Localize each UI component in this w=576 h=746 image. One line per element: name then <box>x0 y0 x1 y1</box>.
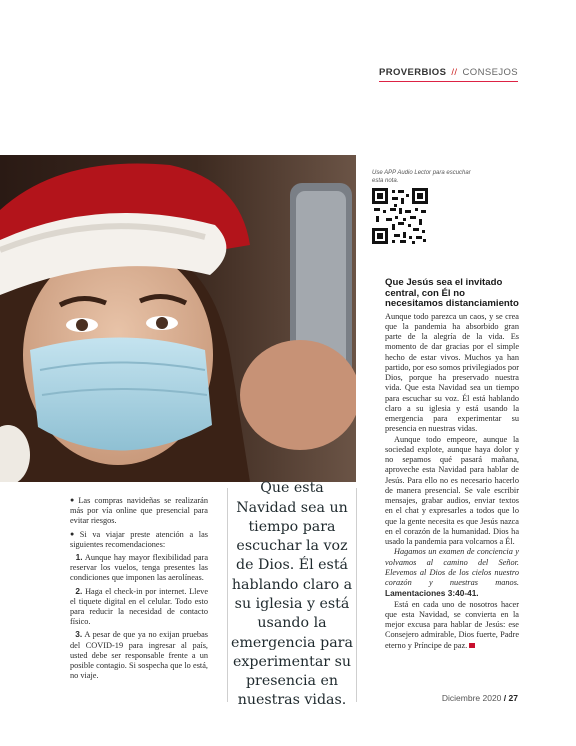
page-footer <box>442 693 518 703</box>
tip-item-text: Haga el check-in por internet. Lleve el tiquete digital en el celular. Todo esto para reducir la necesidad de contacto físico. <box>70 586 209 627</box>
photo-illustration <box>0 155 356 482</box>
section-separator: // <box>451 67 458 78</box>
article-column <box>385 278 519 651</box>
tip-item <box>70 586 208 628</box>
bullet-icon: ● <box>70 496 77 504</box>
subsection-label: CONSEJOS <box>462 67 518 78</box>
article-paragraph-4-text: Está en cada uno de nosotros hacer que esta Navidad, se convierta en la mejor excusa para hablar de Jesús: ese Consejero admirable, Dios fuerte, Padre eterno y Príncipe de paz. <box>385 599 519 650</box>
tip-bullet <box>70 495 208 527</box>
article-paragraph-3 <box>385 547 519 599</box>
tip-item-number: 3. <box>75 629 83 640</box>
scripture-reference: Lamentaciones 3:40-41. <box>385 588 479 599</box>
tips-column <box>70 495 208 683</box>
pull-quote-text: Que esta Navidad sea un tiempo para escuchar la voz de Dios. Él está hablando claro a su iglesia y está usando la emergencia para experimentar su presencia en nuestras vidas. <box>231 480 353 709</box>
article-heading: Que Jesús sea el invitado central, con Él no necesitamos distanciamiento <box>385 277 519 309</box>
tip-item <box>70 552 208 584</box>
tip-bullet-text: Si va viajar preste atención a las siguientes recomendaciones: <box>70 529 208 549</box>
tip-bullet <box>70 529 208 550</box>
tip-item-text: A pesar de que ya no exijan pruebas del COVID-19 para ingresar al país, usted debe ser responsable frente a un posible contagio. Si sospecha que lo está, no viaje. <box>70 630 208 681</box>
page-number: 27 <box>508 693 518 703</box>
qr-caption: Use APP Audio Lector para escuchar esta nota. <box>372 170 471 184</box>
section-label: PROVERBIOS <box>378 67 447 78</box>
pull-quote-box <box>227 480 357 709</box>
tip-item-number: 1. <box>75 552 83 563</box>
end-mark-icon <box>469 643 475 648</box>
tip-bullet-text: Las compras navideñas se realizarán más por vía online que presencial para evitar riesgos. <box>70 496 209 526</box>
tip-item-number: 2. <box>75 585 83 596</box>
page-separator: / <box>503 693 507 703</box>
article-paragraph-4 <box>385 600 519 651</box>
bullet-icon: ● <box>70 529 78 538</box>
qr-code-icon[interactable] <box>372 188 428 244</box>
article-paragraph-2: Aunque todo empeore, aunque la sociedad explote, aunque haya dolor y no sepamos qué pasará mañana, aproveche esta Navidad para hablar de Jesús. Para ello no es necesario hacerlo de manera presencial. Se vale escribir mensajes, grabar audios, enviar textos en el chat y expresarles a todos que lo que la gente necesita es que Jesús nazca en el corazón de la humanidad. Dios ha usado la pandemia para volcarnos a Él. <box>385 434 519 546</box>
scripture-quote: Hagamos un examen de conciencia y volvamos al camino del Señor. Elevemos al Dios de los cielos nuestro corazón y nuestras manos. <box>385 547 519 587</box>
issue-date: Diciembre 2020 <box>441 693 502 703</box>
article-paragraph-1: Aunque todo parezca un caos, y se crea que la pandemia ha absorbido gran parte de la alegría de la vida. Es momento de dar gracias por el simple hecho de estar vivos. Muchos ya han partido, por eso somos privilegiados por Dios, porque ha preservado nuestra vida. Que esta Navidad sea un tiempo para escuchar su voz. Él está hablando claro a su iglesia y está usando la emergencia para experimentar su presencia en nuestras vidas. <box>385 311 519 434</box>
tip-item-text: Aunque hay mayor flexibilidad para reservar los vuelos, tenga presentes las condiciones que imponen las aerolíneas. <box>70 553 208 583</box>
tip-item <box>70 629 208 681</box>
photo-girl-santa-hat-mask <box>0 155 356 482</box>
section-header <box>379 67 518 82</box>
